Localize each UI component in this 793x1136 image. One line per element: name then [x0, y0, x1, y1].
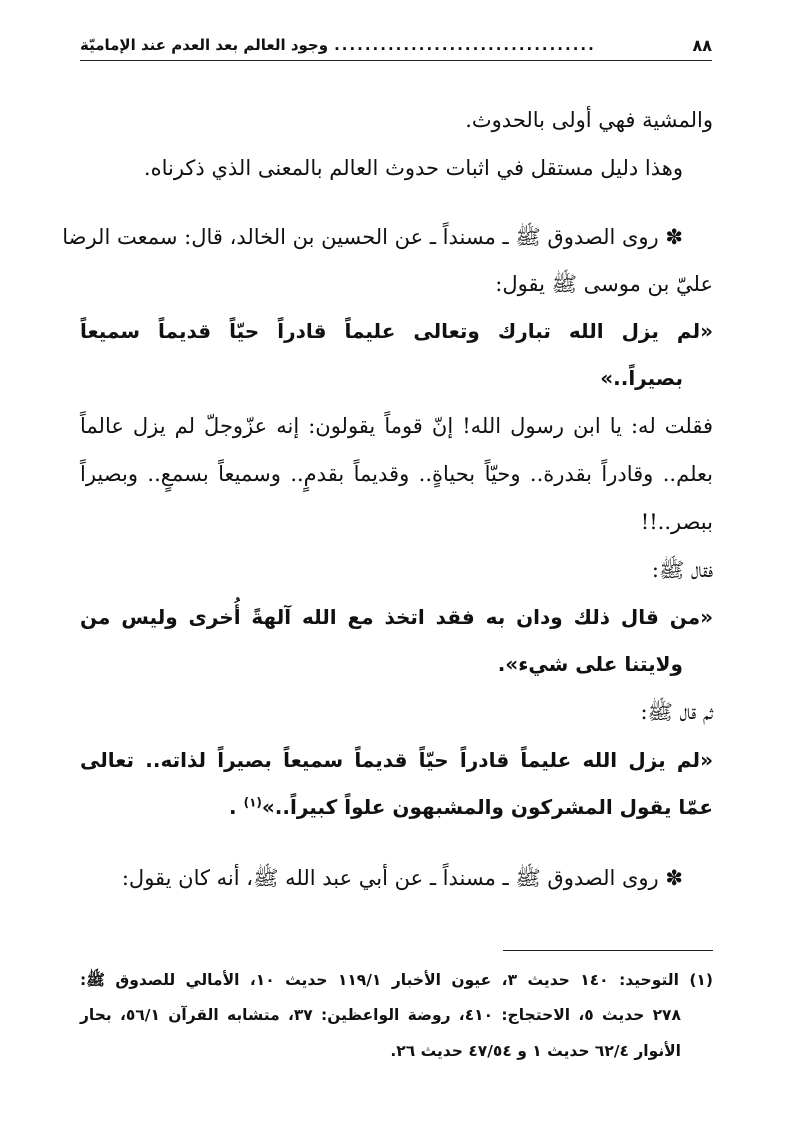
footnote-line: الأنوار ٦٢/٤ حديث ١ و ٤٧/٥٤ حديث ٢٦. — [390, 1042, 681, 1060]
quote-line: «لم يزل الله تبارك وتعالى عليماً قادراً حيّاً قديماً سميعاً — [80, 319, 713, 343]
footnote-marker: (١) — [243, 795, 262, 810]
page-number: ٨٨ — [692, 35, 712, 55]
quote-line: «لم يزل الله عليماً قادراً حيّاً قديماً سميعاً بصيراً لذاته.. تعالى — [80, 748, 713, 772]
body-line: بعلم.. وقادراً بقدرة.. وحيّاً بحياةٍ.. وقديماً بقدمٍ.. وسميعاً بسمعٍ.. وبصيراً — [80, 462, 713, 486]
quote-line-text: عمّا يقول المشركون والمشبهون علواً كبيراً..» — [261, 795, 713, 819]
body-line — [80, 866, 683, 891]
body-line: ببصر..!! — [640, 510, 713, 534]
quote-line: ولايتنا على شيء». — [497, 652, 683, 676]
body-line-text: روى الصدوق ﷺ ـ مسنداً ـ عن الحسين بن الخالد، قال: سمعت الرضا — [62, 225, 659, 249]
star-icon: ✽ — [665, 866, 683, 890]
footnote-divider — [503, 950, 713, 951]
quote-line: عمّا يقول المشركون والمشبهون علواً كبيراً..»$^{(١)}$ . — [229, 795, 713, 819]
body-line: وهذا دليل مستقل في اثبات حدوث العالم بالمعنى الذي ذكرناه. — [143, 156, 683, 180]
header-dots: .................................. — [334, 36, 596, 54]
body-line: ثم قال ﷺ: — [640, 700, 713, 724]
running-header — [80, 30, 712, 61]
footnote-line: (١) التوحيد: ١٤٠ حديث ٣، عيون الأخبار ١١٩/١ حديث ١٠، الأمالي للصدوق ﷺ: — [80, 971, 713, 989]
quote-line: «من قال ذلك ودان به فقد اتخذ مع الله آلهةً أُخرى وليس من — [80, 605, 713, 629]
body-line: والمشية فهي أولى بالحدوث. — [465, 108, 713, 132]
chapter-title: وجود العالم بعد العدم عند الإماميّة — [80, 36, 329, 54]
body-line: فقلت له: يا ابن رسول الله! إنّ قوماً يقولون: إنه عزّوجلّ لم يزل عالماً — [80, 414, 713, 438]
star-icon: ✽ — [665, 225, 683, 249]
body-line: عليّ بن موسى ﷺ يقول: — [495, 272, 713, 296]
body-line-text: روى الصدوق ﷺ ـ مسنداً ـ عن أبي عبد الله ﷺ، أنه كان يقول: — [121, 866, 659, 890]
footnote-line: ٢٧٨ حديث ٥، الاحتجاج: ٤١٠، روضة الواعظين: ٣٧، متشابه القرآن ٥٦/١، بحار — [80, 1006, 681, 1024]
quote-line: بصيراً..» — [600, 366, 683, 390]
body-line — [62, 225, 683, 250]
body-line: فقال ﷺ: — [651, 558, 713, 582]
